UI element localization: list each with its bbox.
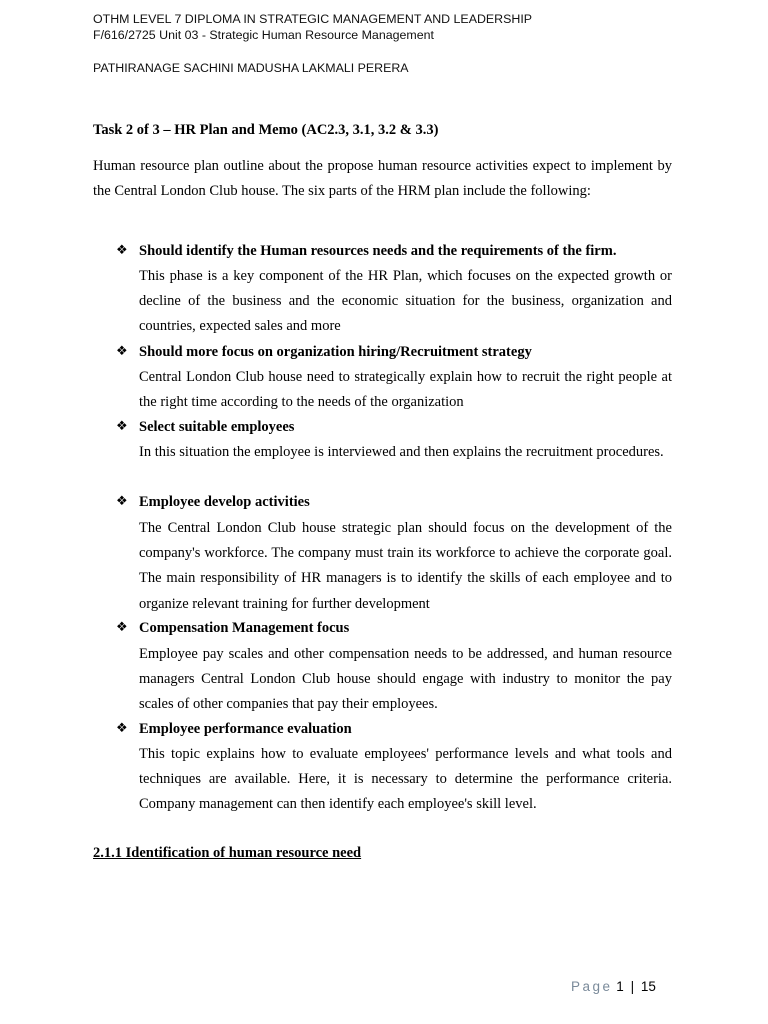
item-title: Should identify the Human resources needs and the requirements of the firm. <box>139 243 617 259</box>
diamond-bullet-icon: ❖ <box>116 494 128 509</box>
header-author-name: PATHIRANAGE SACHINI MADUSHA LAKMALI PERERA <box>93 61 409 75</box>
item-body: This phase is a key component of the HR Plan, which focuses on the expected growth or decline of the business and the economic situation for the business, organization and countries, expected sales and more <box>139 268 672 335</box>
item-body: Central London Club house need to strategically explain how to recruit the right people at the right time according to the needs of the organization <box>139 369 672 411</box>
page-label: Page <box>571 979 613 994</box>
item-title: Employee develop activities <box>139 494 310 510</box>
diamond-bullet-icon: ❖ <box>116 620 128 635</box>
intro-paragraph: Human resource plan outline about the propose human resource activities expect to implement by the Central London Club house. The six parts of the HRM plan include the following: <box>93 158 672 200</box>
item-body: Employee pay scales and other compensation needs to be addressed, and human resource managers Central London Club house should engage with industry to monitor the pay scales of other companies that pay their employees. <box>139 646 672 713</box>
item-title: Select suitable employees <box>139 419 295 435</box>
diamond-bullet-icon: ❖ <box>116 243 128 258</box>
item-body: This topic explains how to evaluate employees' performance levels and what tools and techniques are available. Here, it is necessary to determine the performance criteria. Company management can then identify each employee's skill level. <box>139 746 672 813</box>
total-pages: 15 <box>640 979 656 994</box>
page-number: 1 <box>616 979 624 994</box>
item-title: Employee performance evaluation <box>139 721 352 737</box>
item-title: Should more focus on organization hiring/Recruitment strategy <box>139 344 532 360</box>
header-unit-title: F/616/2725 Unit 03 - Strategic Human Resource Management <box>93 28 434 42</box>
diamond-bullet-icon: ❖ <box>116 419 128 434</box>
page-separator: | <box>630 979 635 994</box>
section-subheading: 2.1.1 Identification of human resource need <box>93 845 362 861</box>
page-footer <box>571 979 656 994</box>
item-body: The Central London Club house strategic plan should focus on the development of the company's workforce. The company must train its workforce to achieve the corporate goal. The main responsibility of HR managers is to identify the skills of each employee and to organize relevant training for further development <box>139 520 672 612</box>
diamond-bullet-icon: ❖ <box>116 721 128 736</box>
header-course-title: OTHM LEVEL 7 DIPLOMA IN STRATEGIC MANAGEMENT AND LEADERSHIP <box>93 12 533 26</box>
item-body: In this situation the employee is interviewed and then explains the recruitment procedures. <box>139 444 664 460</box>
item-title: Compensation Management focus <box>139 620 350 636</box>
task-heading: Task 2 of 3 – HR Plan and Memo (AC2.3, 3.1, 3.2 & 3.3) <box>93 122 439 138</box>
diamond-bullet-icon: ❖ <box>116 344 128 359</box>
